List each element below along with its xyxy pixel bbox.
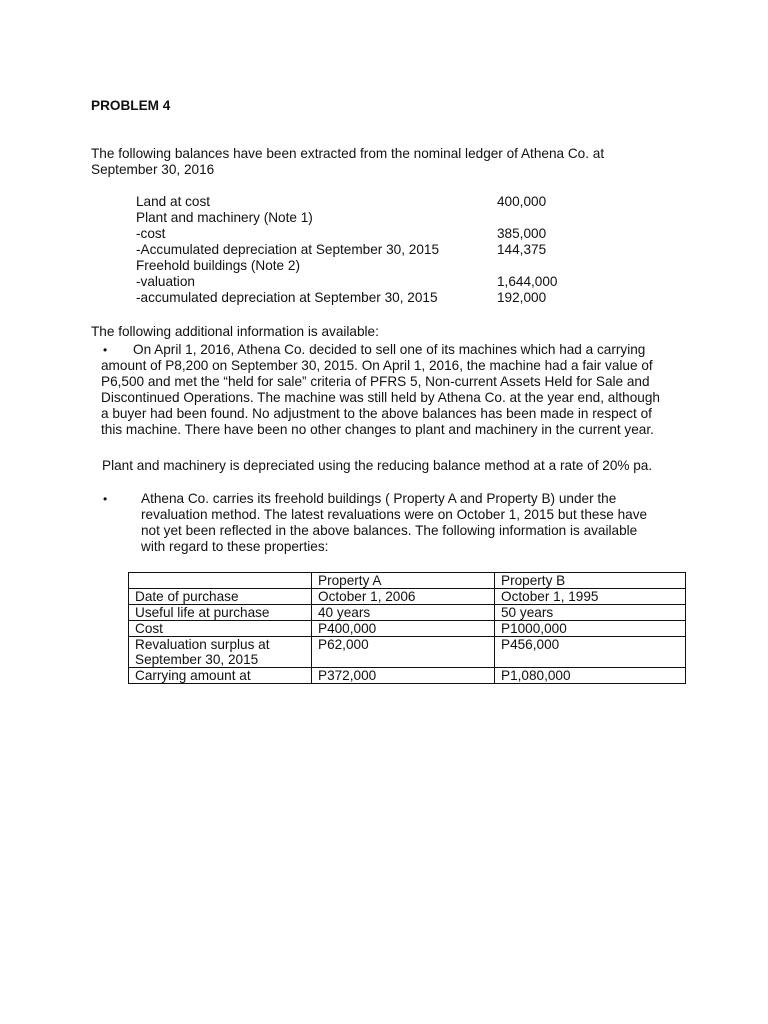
ledger-label: -accumulated depreciation at September 30, 2015 xyxy=(136,290,438,305)
table-cell: Carrying amount at xyxy=(129,668,312,684)
additional-info-heading: The following additional information is available: xyxy=(91,324,379,339)
ledger-label: -cost xyxy=(136,226,166,241)
ledger-label: Land at cost xyxy=(136,194,211,209)
depreciation-note: Plant and machinery is depreciated using the reducing balance method at a rate of 20% pa. xyxy=(102,458,653,473)
intro-line: September 30, 2016 xyxy=(91,162,215,177)
ledger-amount: 385,000 xyxy=(497,226,547,241)
table-cell xyxy=(129,573,312,589)
table-cell: Cost xyxy=(129,621,312,637)
bullet-icon: • xyxy=(103,492,108,506)
table-cell: Revaluation surplus at September 30, 2015 xyxy=(129,637,312,668)
intro-line: The following balances have been extracted from the nominal ledger of Athena Co. at xyxy=(91,146,605,161)
table-cell: 50 years xyxy=(495,605,686,621)
ledger-balances xyxy=(136,194,576,306)
bullet-paragraph-machine xyxy=(101,342,701,438)
paragraph-line: revaluation method. The latest revaluations were on October 1, 2015 but these have xyxy=(141,507,648,522)
paragraph-line: a buyer had been found. No adjustment to the above balances has been made in respect of xyxy=(101,406,652,421)
properties-table xyxy=(128,572,686,684)
ledger-row xyxy=(136,226,576,242)
paragraph-line: On April 1, 2016, Athena Co. decided to sell one of its machines which had a carrying xyxy=(133,342,646,357)
paragraph-line: amount of P8,200 on September 30, 2015. On April 1, 2016, the machine had a fair value of xyxy=(101,358,653,373)
ledger-label: -valuation xyxy=(136,274,195,289)
ledger-amount: 144,375 xyxy=(497,242,547,257)
ledger-row xyxy=(136,194,576,210)
table-cell: Property B xyxy=(495,573,686,589)
ledger-label: -Accumulated depreciation at September 30, 2015 xyxy=(136,242,440,257)
ledger-row xyxy=(136,290,576,306)
table-row xyxy=(129,621,686,637)
table-row xyxy=(129,589,686,605)
ledger-row xyxy=(136,210,576,226)
ledger-amount: 1,644,000 xyxy=(497,274,558,289)
ledger-amount: 400,000 xyxy=(497,194,547,209)
paragraph-line: with regard to these properties: xyxy=(141,539,329,554)
table-cell: P62,000 xyxy=(312,637,495,668)
paragraph-line: Discontinued Operations. The machine was still held by Athena Co. at the year end, although xyxy=(101,390,660,405)
table-cell: October 1, 1995 xyxy=(495,589,686,605)
bullet-icon: • xyxy=(103,343,108,357)
table-header-row xyxy=(129,573,686,589)
paragraph-line: P6,500 and met the “held for sale” criteria of PFRS 5, Non-current Assets Held for Sale and xyxy=(101,374,650,389)
paragraph-line: not yet been reflected in the above balances. The following information is available xyxy=(141,523,638,538)
paragraph-line: this machine. There have been no other changes to plant and machinery in the current year. xyxy=(101,422,654,437)
table-cell: P456,000 xyxy=(495,637,686,668)
intro-paragraph xyxy=(91,146,651,178)
table-cell: October 1, 2006 xyxy=(312,589,495,605)
table-cell: P372,000 xyxy=(312,668,495,684)
table-cell: 40 years xyxy=(312,605,495,621)
table-row xyxy=(129,668,686,684)
table-cell: Property A xyxy=(312,573,495,589)
page-title: PROBLEM 4 xyxy=(91,98,171,113)
table-cell: Date of purchase xyxy=(129,589,312,605)
table-cell: P400,000 xyxy=(312,621,495,637)
ledger-label: Plant and machinery (Note 1) xyxy=(136,210,313,225)
table-cell: P1,080,000 xyxy=(495,668,686,684)
table-row xyxy=(129,637,686,668)
table-cell: P1000,000 xyxy=(495,621,686,637)
paragraph-line: Athena Co. carries its freehold buildings ( Property A and Property B) under the xyxy=(141,491,617,506)
ledger-amount: 192,000 xyxy=(497,290,547,305)
ledger-row xyxy=(136,258,576,274)
bullet-paragraph-buildings xyxy=(141,491,681,555)
ledger-row xyxy=(136,274,576,290)
ledger-row xyxy=(136,242,576,258)
table-row xyxy=(129,605,686,621)
ledger-label: Freehold buildings (Note 2) xyxy=(136,258,300,273)
table-cell: Useful life at purchase xyxy=(129,605,312,621)
